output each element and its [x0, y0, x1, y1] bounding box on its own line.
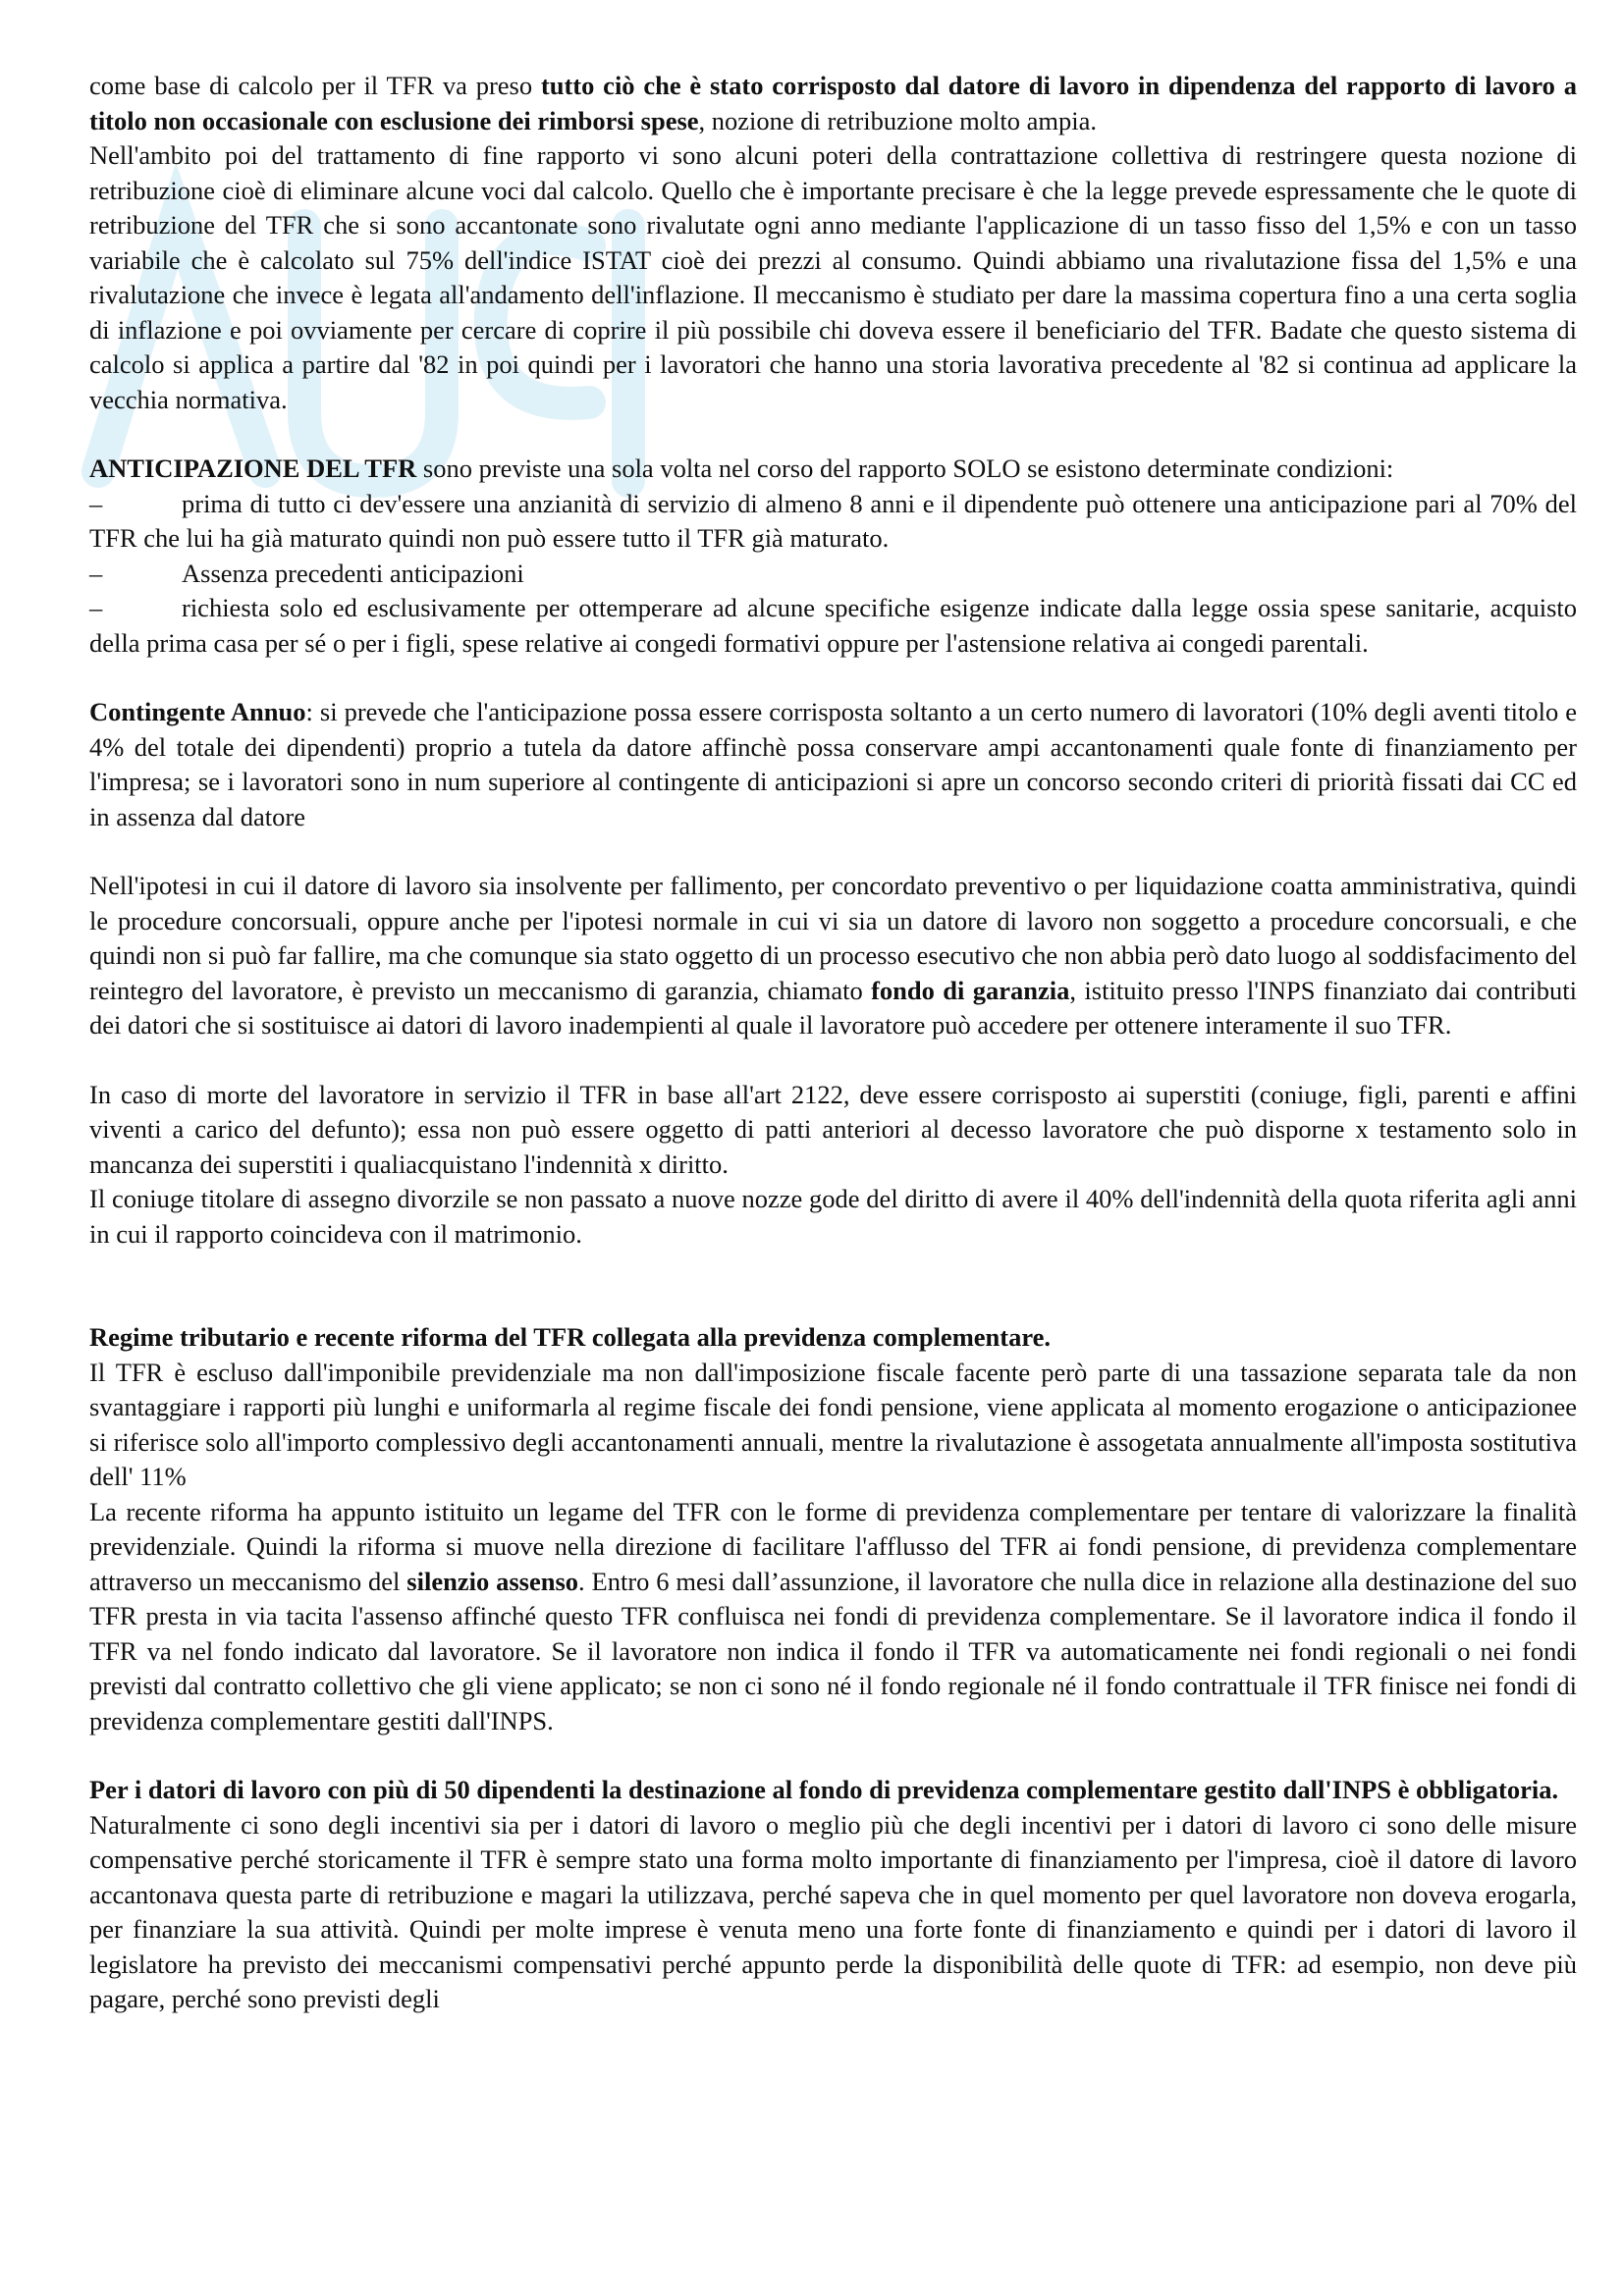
paragraph-anticipazione — [89, 452, 1577, 487]
paragraph-regime: Il TFR è escluso dall'imponibile previdenziale ma non dall'imposizione fiscale facente però parte di una tassazione separata tale da non svantaggiare i rapporti più lunghi e uniformarla al regime fiscale dei fondi pensione, viene applicata al momento erogazione o anticipazionee si riferisce solo all'importo complessivo degli accantonamenti annuali, mentre la rivalutazione è assogetata annualmente all'imposta sostitutiva dell' 11% — [89, 1357, 1577, 1491]
section-heading: ANTICIPAZIONE DEL TFR — [89, 454, 417, 483]
paragraph-riforma — [89, 1495, 1577, 1739]
text-run: , nozione di retribuzione molto ampia. — [698, 105, 1098, 135]
list-item — [89, 557, 1577, 592]
paragraph-base-calcolo — [89, 69, 1577, 138]
text-run: sono previste una sola volta nel corso del rapporto SOLO se esistono determinate condizioni: — [416, 454, 1394, 483]
document-page — [89, 69, 1577, 2017]
dash-bullet: – — [89, 488, 103, 518]
bold-run: Contingente Annuo — [89, 697, 306, 726]
list-item-text: prima di tutto ci dev'essere una anzianità di servizio di almeno 8 anni e il dipendente può ottenere una anticipazione pari al 70% del TFR che lui ha già maturato quindi non può essere tutto il TFR già maturato. — [89, 488, 1577, 553]
section-heading: Per i datori di lavoro con più di 50 dipendenti la destinazione al fondo di previdenza complementare gestito dall'INPS è obbligatoria. — [89, 1775, 1559, 1804]
paragraph-contingente — [89, 695, 1577, 834]
paragraph-fondo-garanzia — [89, 869, 1577, 1043]
section-heading-regime — [89, 1320, 1577, 1356]
text-run: : si prevede che l'anticipazione possa essere corrisposta soltanto a un certo numero di lavoratori (10% degli aventi titolo e 4% del totale dei dipendenti) proprio a tutela da datore affinchè possa conservare ampi accantonamenti quale fonte di finanziamento per l'impresa; se i lavoratori sono in num superiore al contingente di anticipazioni si apre un concorso secondo criteri di priorità fissati dai CC ed in assenza dal datore — [89, 697, 1577, 831]
section-heading-datori — [89, 1773, 1577, 1808]
text-run: Nell'ipotesi in cui il datore di lavoro sia insolvente per fallimento, per concordato preventivo o per liquidazione coatta amministrativa, quindi le procedure concorsuali, oppure anche per l'ipotesi normale in cui vi sia un datore di lavoro non soggetto a procedure concorsuali, e che quindi non si può far fallire, ma che comunque sia stato oggetto di un processo esecutivo che non abbia però dato luogo al soddisfacimento del reintegro del lavoratore, è previsto un meccanismo di garanzia, chiamato — [89, 871, 1577, 1005]
paragraph-morte: In caso di morte del lavoratore in servizio il TFR in base all'art 2122, deve essere corrisposto ai superstiti (coniuge, figli, parenti e affini viventi a carico del defunto); essa non può essere oggetto di patti anteriori al decesso lavoratore che può disporne x testamento solo in mancanza dei superstiti i qualiacquistano l'indennità x diritto. — [89, 1079, 1577, 1179]
paragraph-coniuge: Il coniuge titolare di assegno divorzile se non passato a nuove nozze gode del diritto di avere il 40% dell'indennità della quota riferita agli anni in cui il rapporto coincideva con il matrimonio. — [89, 1184, 1577, 1249]
text-run: , istituito presso l'INPS finanziato dai contributi dei datori che si sostituisce ai datori di lavoro inadempienti al quale il lavoratore può accedere per ottenere interamente il suo TFR. — [89, 975, 1577, 1040]
paragraph-rivalutazione: Nell'ambito poi del trattamento di fine rapporto vi sono alcuni poteri della contrattazione collettiva di restringere questa nozione di retribuzione cioè di eliminare alcune voci dal calcolo. Quello che è importante precisare è che la legge prevede espressamente che le quote di retribuzione del TFR che si sono accantonate sono rivalutate ogni anno mediante l'applicazione di un tasso fisso del 1,5% e con un tasso variabile che è calcolato sul 75% dell'indice ISTAT cioè dei prezzi al consumo. Quindi abbiamo una rivalutazione fissa del 1,5% e una rivalutazione che invece è legata all'andamento dell'inflazione. Il meccanismo è studiato per dare la massima copertura fino a una certa soglia di inflazione e poi ovviamente per cercare di coprire il più possibile chi doveva essere il beneficiario del TFR. Badate che questo sistema di calcolo si applica a partire dal '82 in poi quindi per i lavoratori che hanno una storia lavorativa precedente al '82 si continua ad applicare la vecchia normativa. — [89, 140, 1577, 414]
paragraph-datori: Naturalmente ci sono degli incentivi sia per i datori di lavoro o meglio più che degli incentivi per i datori di lavoro ci sono delle misure compensative perché storicamente il TFR è sempre stato una forma molto importante di finanziamento per l'impresa, cioè il datore di lavoro accantonava questa parte di retribuzione e magari la utilizzava, perché sapeva che in quel momento per quel lavoratore non doveva erogarla, per finanziare la sua attività. Quindi per molte imprese è venuta meno una forte fonte di finanziamento e quindi per i datori di lavoro il legislatore ha previsto dei meccanismi compensativi perché appunto perde la disponibilità delle quote di TFR: ad esempio, non deve più pagare, perché sono previsti degli — [89, 1809, 1577, 2013]
list-item — [89, 591, 1577, 661]
dash-bullet: – — [89, 558, 103, 588]
list-item — [89, 487, 1577, 557]
text-run: . Entro 6 mesi dall’assunzione, il lavoratore che nulla dice in relazione alla destinazione del suo TFR presta in via tacita l'assenso affinché questo TFR confluisca nei fondi di previdenza complementare. Se il lavoratore indica il fondo il TFR va nel fondo indicato dal lavoratore. Se il lavoratore non indica il fondo il TFR va automaticamente nei fondi regionali o nei fondi previsti dal contratto collettivo che gli viene applicato; se non ci sono né il fondo regionale né il fondo contrattuale il TFR finisce nei fondi di previdenza complementare gestiti dall'INPS. — [89, 1566, 1578, 1735]
section-heading: Regime tributario e recente riforma del TFR collegata alla previdenza complementare. — [89, 1322, 1052, 1352]
list-item-text: Assenza precedenti anticipazioni — [182, 558, 524, 588]
text-run: La recente riforma ha appunto istituito un legame del TFR con le forme di previdenza complementare per tentare di valorizzare la finalità previdenziale. Quindi la riforma si muove nella direzione di facilitare l'afflusso del TFR ai fondi pensione, di previdenza complementare attraverso un meccanismo del — [89, 1496, 1577, 1596]
text-run: come base di calcolo per il TFR va preso — [89, 71, 541, 100]
bold-run: silenzio assenso — [406, 1566, 579, 1596]
dash-bullet: – — [89, 593, 103, 622]
bold-run: fondo di garanzia — [871, 975, 1070, 1005]
bold-run: tutto ciò che è stato corrisposto dal datore di lavoro in dipendenza del rapporto di lavoro a titolo non occasionale con esclusione dei rimborsi spese — [89, 71, 1577, 135]
list-item-text: richiesta solo ed esclusivamente per ottemperare ad alcune specifiche esigenze indicate dalla legge ossia spese sanitarie, acquisto della prima casa per sé o per i figli, spese relative ai congedi formativi oppure per l'astensione relativa ai congedi parentali. — [89, 593, 1577, 658]
